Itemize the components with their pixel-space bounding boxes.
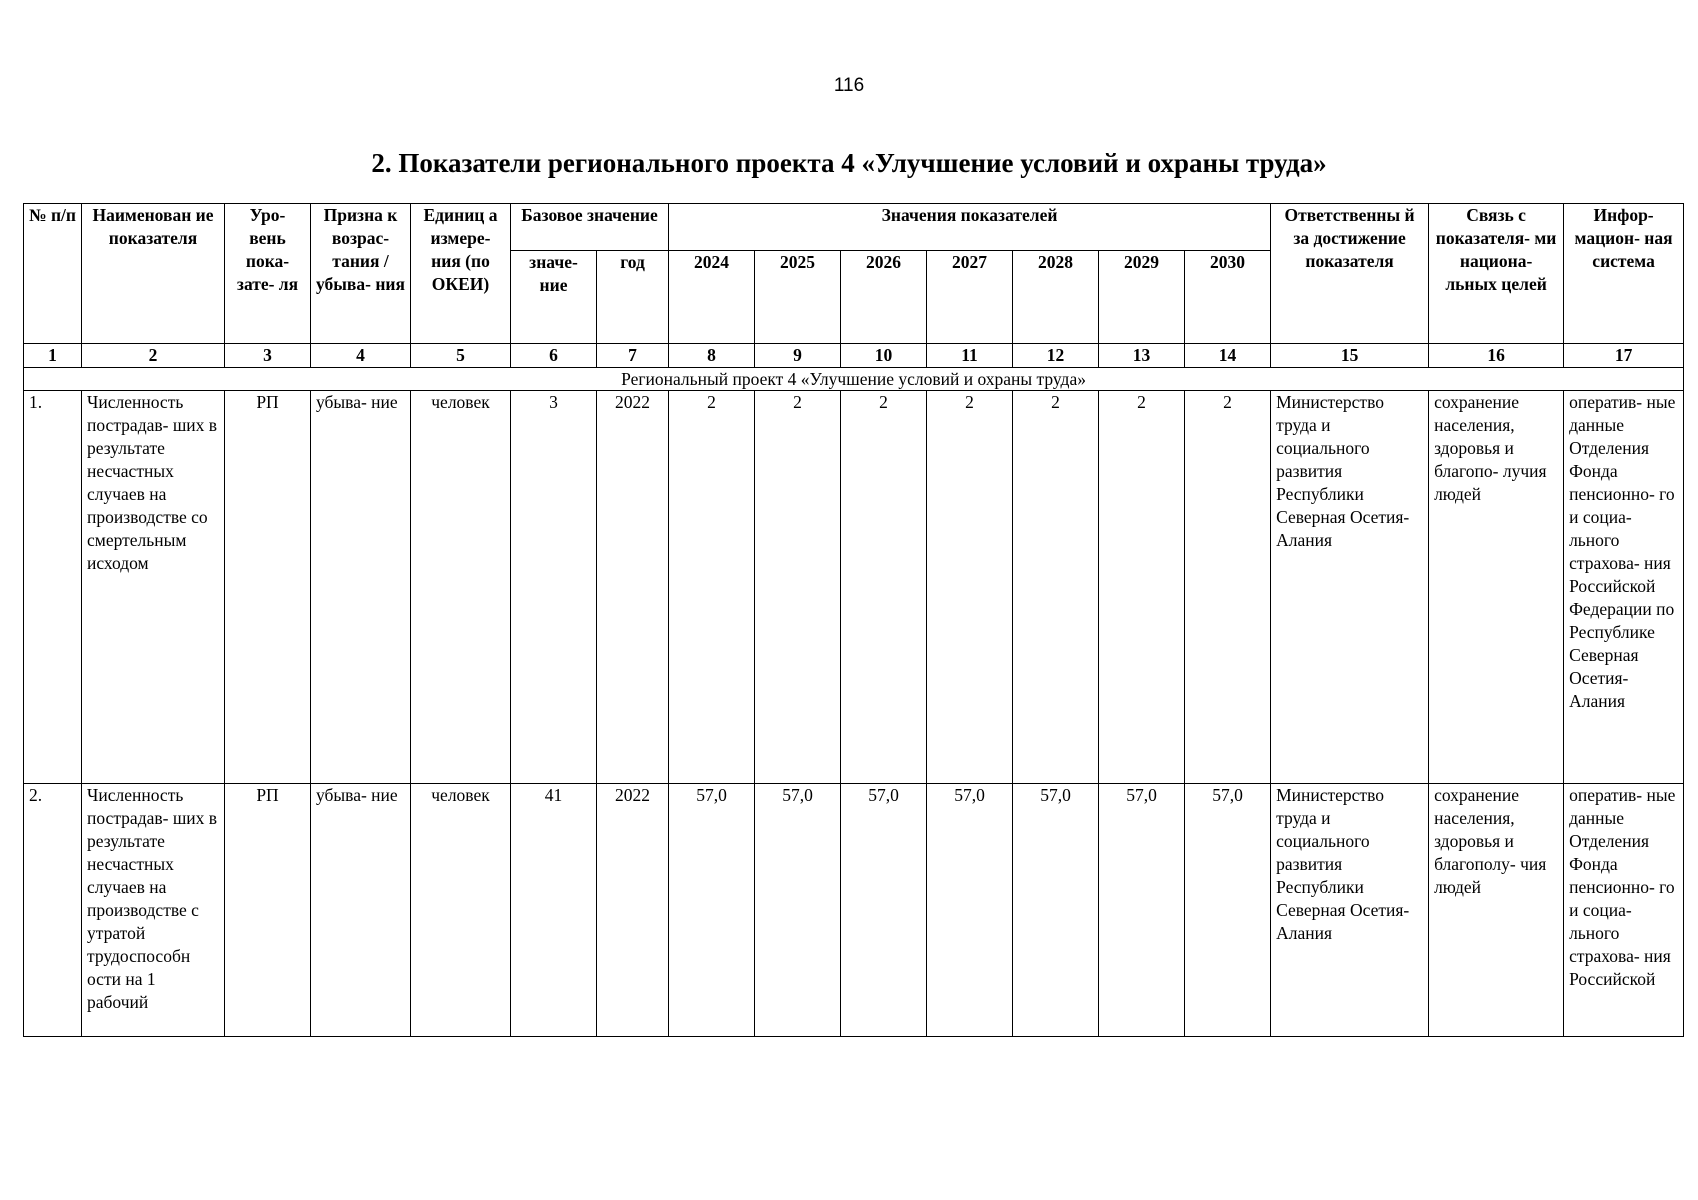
column-number: 4 (311, 344, 411, 368)
header-trend: Призна к возрас- тания / убыва- ния (311, 204, 411, 344)
cell-year-value: 57,0 (669, 784, 755, 1037)
header-year: 2030 (1185, 251, 1271, 344)
column-number: 5 (411, 344, 511, 368)
cell-level: РП (225, 391, 311, 784)
column-number: 10 (841, 344, 927, 368)
column-number: 12 (1013, 344, 1099, 368)
header-base-value: значе- ние (511, 251, 597, 344)
cell-name: Численность пострадав- ших в результате несчастных случаев на производстве со смертельным исходом (82, 391, 225, 784)
column-number: 2 (82, 344, 225, 368)
cell-year-value: 2 (669, 391, 755, 784)
cell-info: оператив- ные данные Отделения Фонда пенсионно- го и социа- льного страхова- ния Российской Федерации по Республике Северная Осетия- Алания (1564, 391, 1684, 784)
cell-year-value: 2 (927, 391, 1013, 784)
cell-base-year: 2022 (597, 391, 669, 784)
cell-year-value: 2 (841, 391, 927, 784)
header-base: Базовое значение (511, 204, 669, 251)
column-number: 13 (1099, 344, 1185, 368)
cell-year-value: 57,0 (1099, 784, 1185, 1037)
cell-year-value: 57,0 (841, 784, 927, 1037)
header-level: Уро- вень пока- зате- ля (225, 204, 311, 344)
cell-num: 2. (24, 784, 82, 1037)
header-year: 2026 (841, 251, 927, 344)
column-number: 1 (24, 344, 82, 368)
table-row (24, 391, 1684, 784)
header-info: Инфор- мацион- ная система (1564, 204, 1684, 344)
cell-name: Численность пострадав- ших в результате несчастных случаев на производстве с утратой трудоспособн ости на 1 рабочий (82, 784, 225, 1037)
column-number: 15 (1271, 344, 1429, 368)
column-number: 8 (669, 344, 755, 368)
document-title: 2. Показатели регионального проекта 4 «Улучшение условий и охраны труда» (371, 148, 1327, 178)
cell-responsible: Министерство труда и социального развития Республики Северная Осетия-Алания (1271, 784, 1429, 1037)
cell-link: сохранение населения, здоровья и благопо- лучия людей (1429, 391, 1564, 784)
column-number: 16 (1429, 344, 1564, 368)
header-year: 2028 (1013, 251, 1099, 344)
cell-year-value: 2 (1013, 391, 1099, 784)
column-number: 11 (927, 344, 1013, 368)
column-number: 14 (1185, 344, 1271, 368)
header-link: Связь с показателя- ми национа- льных целей (1429, 204, 1564, 344)
cell-info: оператив- ные данные Отделения Фонда пенсионно- го и социа- льного страхова- ния Российской (1564, 784, 1684, 1037)
cell-base-value: 3 (511, 391, 597, 784)
header-year: 2029 (1099, 251, 1185, 344)
column-number: 6 (511, 344, 597, 368)
cell-unit: человек (411, 784, 511, 1037)
indicators-table (23, 203, 1684, 1037)
cell-base-value: 41 (511, 784, 597, 1037)
cell-link: сохранение населения, здоровья и благополу- чия людей (1429, 784, 1564, 1037)
cell-responsible: Министерство труда и социального развития Республики Северная Осетия-Алания (1271, 391, 1429, 784)
cell-year-value: 57,0 (755, 784, 841, 1037)
header-values: Значения показателей (669, 204, 1271, 251)
cell-year-value: 57,0 (927, 784, 1013, 1037)
header-unit: Единиц а измере- ния (по ОКЕИ) (411, 204, 511, 344)
cell-year-value: 2 (1099, 391, 1185, 784)
cell-num: 1. (24, 391, 82, 784)
cell-unit: человек (411, 391, 511, 784)
header-year: 2024 (669, 251, 755, 344)
cell-level: РП (225, 784, 311, 1037)
page-number: 116 (833, 75, 865, 96)
section-title: Региональный проект 4 «Улучшение условий и охраны труда» (24, 368, 1684, 391)
column-number: 3 (225, 344, 311, 368)
cell-trend: убыва- ние (311, 391, 411, 784)
header-name: Наименован ие показателя (82, 204, 225, 344)
cell-year-value: 57,0 (1185, 784, 1271, 1037)
column-number: 7 (597, 344, 669, 368)
cell-base-year: 2022 (597, 784, 669, 1037)
header-base-year: год (597, 251, 669, 344)
header-year: 2027 (927, 251, 1013, 344)
table-row (24, 784, 1684, 1037)
header-responsible: Ответственны й за достижение показателя (1271, 204, 1429, 344)
column-number: 17 (1564, 344, 1684, 368)
column-number: 9 (755, 344, 841, 368)
cell-year-value: 57,0 (1013, 784, 1099, 1037)
cell-year-value: 2 (755, 391, 841, 784)
header-year: 2025 (755, 251, 841, 344)
cell-trend: убыва- ние (311, 784, 411, 1037)
header-num: № п/п (24, 204, 82, 344)
cell-year-value: 2 (1185, 391, 1271, 784)
